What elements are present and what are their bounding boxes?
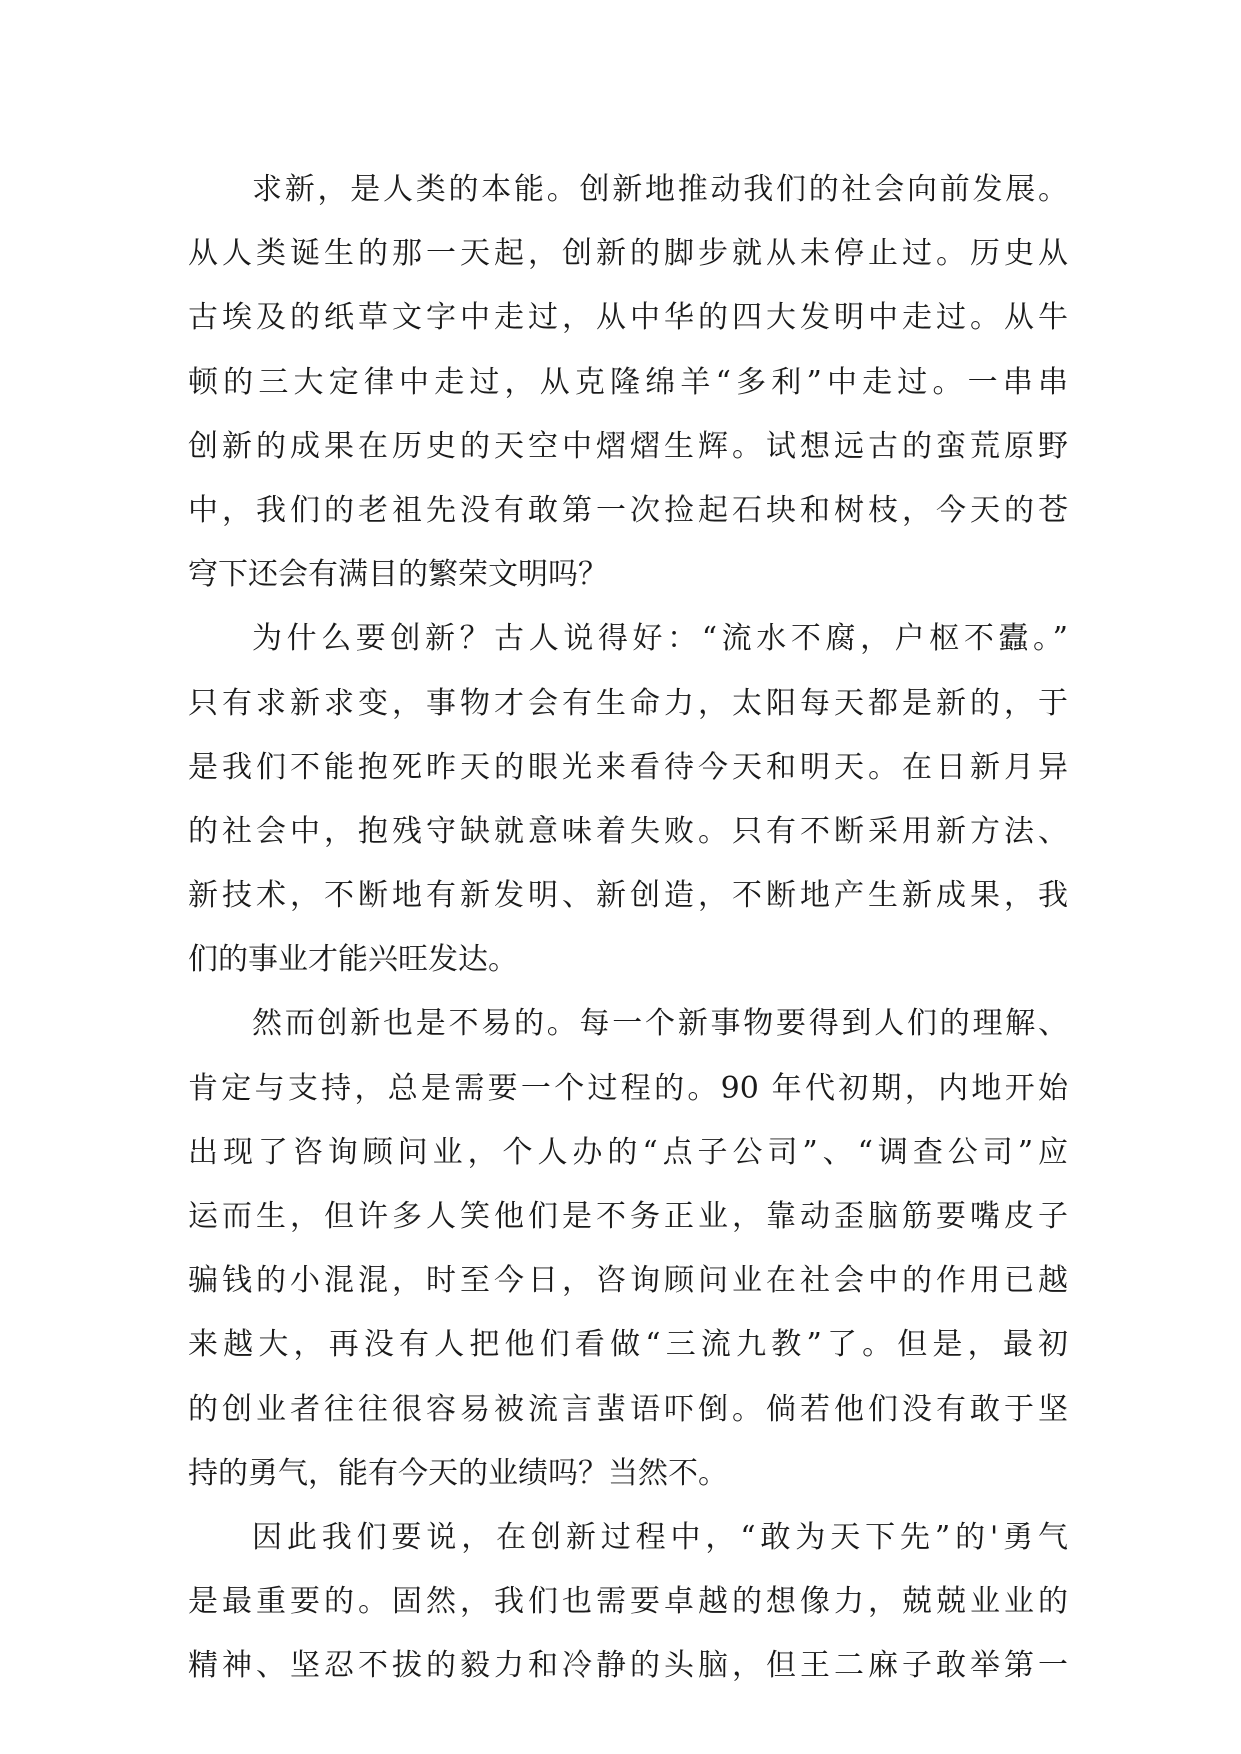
document-body [188, 158, 1068, 1699]
paragraph-line: 持的勇气，能有今天的业绩吗？当然不。 [188, 1455, 728, 1491]
paragraph-line: 古埃及的纸草文字中走过，从中华的四大发明中走过。从牛 [188, 300, 1068, 336]
paragraph-line: 来越大，再没有人把他们看做“三流九教”了。但是，最初 [188, 1327, 1068, 1363]
paragraph-3 [188, 992, 1068, 1506]
paragraph-line: 出现了咨询顾问业，个人办的“点子公司”、“调查公司”应 [188, 1134, 1068, 1170]
paragraph-line: 求新，是人类的本能。创新地推动我们的社会向前发展。 [252, 172, 1068, 207]
paragraph-line: 运而生，但许多人笑他们是不务正业，靠动歪脑筋要嘴皮子 [188, 1199, 1068, 1234]
paragraph-line: 顿的三大定律中走过，从克隆绵羊“多利”中走过。一串串 [188, 364, 1068, 400]
paragraph-line: 创新的成果在历史的天空中熠熠生辉。试想远古的蛮荒原野 [188, 428, 1068, 464]
paragraph-line: 因此我们要说，在创新过程中，“敢为天下先”的'勇气 [252, 1519, 1068, 1555]
paragraph-line: 穹下还会有满目的繁荣文明吗？ [188, 557, 608, 593]
paragraph-line: 只有求新求变，事物才会有生命力，太阳每天都是新的，于 [188, 685, 1068, 721]
paragraph-line: 为什么要创新？古人说得好：“流水不腐，户枢不蠹。” [252, 621, 1068, 657]
paragraph-line: 然而创新也是不易的。每一个新事物要得到人们的理解、 [252, 1006, 1068, 1042]
paragraph-line: 中，我们的老祖先没有敢第一次捡起石块和树枝，今天的苍 [188, 492, 1068, 528]
paragraph-line: 是我们不能抱死昨天的眼光来看待今天和明天。在日新月异 [188, 749, 1068, 785]
paragraph-line: 的社会中，抱残守缺就意味着失败。只有不断采用新方法、 [188, 813, 1068, 849]
paragraph-4 [188, 1506, 1068, 1699]
paragraph-line: 精神、坚忍不拔的毅力和冷静的头脑，但王二麻子敢举第一 [188, 1648, 1068, 1684]
paragraph-line: 的创业者往往很容易被流言蜚语吓倒。倘若他们没有敢于坚 [188, 1391, 1068, 1427]
paragraph-2 [188, 607, 1068, 992]
paragraph-line: 骗钱的小混混，时至今日，咨询顾问业在社会中的作用已越 [188, 1263, 1068, 1299]
paragraph-line: 从人类诞生的那一天起，创新的脚步就从未停止过。历史从 [188, 236, 1068, 272]
paragraph-line: 们的事业才能兴旺发达。 [188, 942, 518, 978]
paragraph-line: 是最重要的。固然，我们也需要卓越的想像力，兢兢业业的 [188, 1584, 1068, 1620]
paragraph-line: 新技术，不断地有新发明、新创造，不断地产生新成果，我 [188, 878, 1068, 914]
paragraph-line: 肯定与支持，总是需要一个过程的。90 年代初期，内地开始 [188, 1070, 1068, 1106]
paragraph-1 [188, 158, 1068, 607]
